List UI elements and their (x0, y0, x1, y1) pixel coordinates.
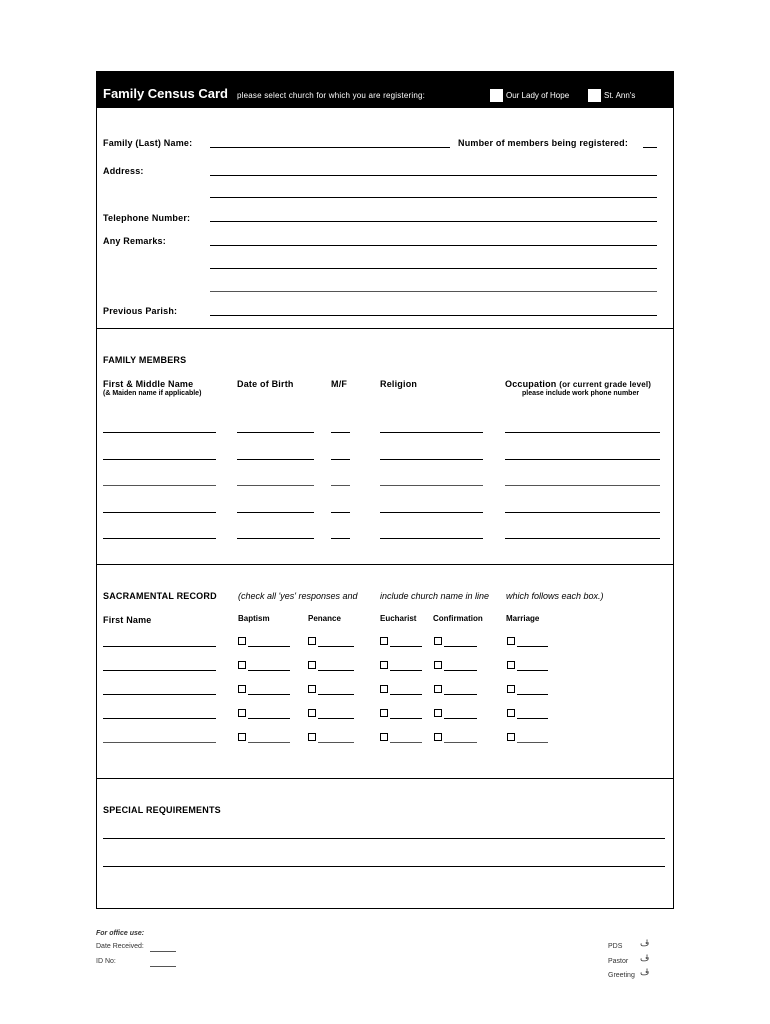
penance-checkbox[interactable] (308, 685, 316, 693)
confirmation-church-field[interactable] (444, 670, 477, 671)
id-no-label: ID No: (96, 958, 116, 965)
eucharist-checkbox[interactable] (380, 685, 388, 693)
confirmation-church-field[interactable] (444, 646, 477, 647)
pds-label: PDS (608, 943, 623, 950)
marriage-church-field[interactable] (517, 646, 548, 647)
special-requirements-line-2[interactable] (103, 866, 665, 867)
col-mf-header: M/F (331, 379, 348, 389)
members-count-label: Number of members being registered: (458, 138, 629, 148)
sacramental-note-2: include church name in line (380, 591, 490, 601)
col-name-header: First & Middle Name (103, 379, 194, 389)
member-name-field[interactable] (103, 459, 216, 460)
member-dob-field[interactable] (237, 538, 314, 539)
member-occupation-field[interactable] (505, 538, 660, 539)
greeting-label: Greeting (608, 972, 635, 979)
confirmation-checkbox[interactable] (434, 709, 442, 717)
church-checkbox-our-lady-of-hope[interactable] (490, 89, 503, 102)
church-option-our-lady-of-hope: Our Lady of Hope (506, 91, 570, 100)
penance-church-field[interactable] (318, 670, 354, 671)
member-mf-field[interactable] (331, 432, 350, 433)
member-mf-field[interactable] (331, 538, 350, 539)
penance-church-field[interactable] (318, 742, 354, 743)
section-divider (96, 564, 674, 565)
pds-checkbox-icon[interactable]: ڤ (640, 938, 650, 948)
member-occupation-field[interactable] (505, 512, 660, 513)
sacrament-first-name-field[interactable] (103, 742, 216, 743)
confirmation-church-field[interactable] (444, 742, 477, 743)
member-dob-field[interactable] (237, 485, 314, 486)
sacrament-first-name-field[interactable] (103, 694, 216, 695)
penance-church-field[interactable] (318, 646, 354, 647)
sacramental-record-title: SACRAMENTAL RECORD (103, 591, 217, 601)
member-name-field[interactable] (103, 512, 216, 513)
section-divider (96, 778, 674, 779)
sacramental-note-3: which follows each box.) (506, 591, 604, 601)
marriage-church-field[interactable] (517, 718, 548, 719)
church-checkbox-st-anns[interactable] (588, 89, 601, 102)
marriage-checkbox[interactable] (507, 637, 515, 645)
address-field-line-1[interactable] (210, 175, 657, 176)
col-baptism-header: Baptism (238, 614, 270, 623)
col-occupation-note: (or current grade level) (559, 380, 652, 389)
family-name-field[interactable] (210, 147, 450, 148)
date-received-field[interactable] (150, 951, 176, 952)
penance-church-field[interactable] (318, 694, 354, 695)
eucharist-church-field[interactable] (390, 718, 422, 719)
confirmation-checkbox[interactable] (434, 637, 442, 645)
marriage-church-field[interactable] (517, 742, 548, 743)
marriage-checkbox[interactable] (507, 685, 515, 693)
member-name-field[interactable] (103, 485, 216, 486)
member-name-field[interactable] (103, 538, 216, 539)
eucharist-checkbox[interactable] (380, 709, 388, 717)
telephone-field[interactable] (210, 221, 657, 222)
remarks-field-line-3[interactable] (210, 291, 657, 292)
eucharist-church-field[interactable] (390, 742, 422, 743)
section-divider (96, 328, 674, 329)
col-occupation-header (505, 379, 651, 389)
penance-church-field[interactable] (318, 718, 354, 719)
eucharist-checkbox[interactable] (380, 661, 388, 669)
address-label: Address: (103, 166, 144, 176)
eucharist-church-field[interactable] (390, 670, 422, 671)
member-dob-field[interactable] (237, 512, 314, 513)
special-requirements-line-1[interactable] (103, 838, 665, 839)
col-name-note: (& Maiden name if applicable) (103, 390, 202, 397)
col-first-name-header: First Name (103, 615, 152, 625)
member-mf-field[interactable] (331, 485, 350, 486)
greeting-checkbox-icon[interactable]: ڤ (640, 967, 650, 977)
col-occupation-note-2: please include work phone number (522, 390, 640, 397)
sacramental-note-1: (check all 'yes' responses and (238, 591, 358, 601)
special-requirements-title: SPECIAL REQUIREMENTS (103, 805, 221, 815)
marriage-church-field[interactable] (517, 670, 548, 671)
baptism-church-field[interactable] (248, 646, 290, 647)
pastor-label: Pastor (608, 958, 629, 965)
member-dob-field[interactable] (237, 432, 314, 433)
baptism-church-field[interactable] (248, 742, 290, 743)
date-received-label: Date Received: (96, 943, 144, 950)
confirmation-checkbox[interactable] (434, 733, 442, 741)
baptism-checkbox[interactable] (238, 733, 246, 741)
id-no-field[interactable] (150, 966, 176, 967)
previous-parish-label: Previous Parish: (103, 306, 178, 316)
baptism-checkbox[interactable] (238, 709, 246, 717)
col-religion-header: Religion (380, 379, 418, 389)
family-members-title: FAMILY MEMBERS (103, 355, 187, 365)
penance-checkbox[interactable] (308, 709, 316, 717)
baptism-church-field[interactable] (248, 718, 290, 719)
church-select-prompt: please select church for which you are registering: (237, 91, 426, 100)
baptism-checkbox[interactable] (238, 685, 246, 693)
members-count-field[interactable] (643, 147, 657, 148)
member-occupation-field[interactable] (505, 485, 660, 486)
eucharist-church-field[interactable] (390, 694, 422, 695)
confirmation-checkbox[interactable] (434, 661, 442, 669)
baptism-checkbox[interactable] (238, 637, 246, 645)
eucharist-checkbox[interactable] (380, 637, 388, 645)
col-dob-header: Date of Birth (237, 379, 294, 389)
sacrament-first-name-field[interactable] (103, 718, 216, 719)
eucharist-church-field[interactable] (390, 646, 422, 647)
member-religion-field[interactable] (380, 459, 483, 460)
remarks-field-line-2[interactable] (210, 268, 657, 269)
pastor-checkbox-icon[interactable]: ڤ (640, 953, 650, 963)
card-title: Family Census Card (103, 86, 228, 101)
col-occupation-label: Occupation (505, 379, 557, 389)
member-occupation-field[interactable] (505, 459, 660, 460)
eucharist-checkbox[interactable] (380, 733, 388, 741)
baptism-church-field[interactable] (248, 694, 290, 695)
member-dob-field[interactable] (237, 459, 314, 460)
confirmation-checkbox[interactable] (434, 685, 442, 693)
col-confirmation-header: Confirmation (433, 614, 483, 623)
baptism-checkbox[interactable] (238, 661, 246, 669)
confirmation-church-field[interactable] (444, 718, 477, 719)
marriage-checkbox[interactable] (507, 661, 515, 669)
member-occupation-field[interactable] (505, 432, 660, 433)
confirmation-church-field[interactable] (444, 694, 477, 695)
telephone-label: Telephone Number: (103, 213, 191, 223)
family-name-label: Family (Last) Name: (103, 138, 193, 148)
col-eucharist-header: Eucharist (380, 614, 417, 623)
marriage-church-field[interactable] (517, 694, 548, 695)
member-religion-field[interactable] (380, 512, 483, 513)
office-use-title: For office use: (96, 930, 145, 937)
col-marriage-header: Marriage (506, 614, 540, 623)
member-religion-field[interactable] (380, 485, 483, 486)
sacrament-first-name-field[interactable] (103, 646, 216, 647)
penance-checkbox[interactable] (308, 637, 316, 645)
marriage-checkbox[interactable] (507, 709, 515, 717)
sacrament-first-name-field[interactable] (103, 670, 216, 671)
member-mf-field[interactable] (331, 459, 350, 460)
remarks-field-line-1[interactable] (210, 245, 657, 246)
col-penance-header: Penance (308, 614, 341, 623)
penance-checkbox[interactable] (308, 733, 316, 741)
member-mf-field[interactable] (331, 512, 350, 513)
address-field-line-2[interactable] (210, 197, 657, 198)
previous-parish-field[interactable] (210, 315, 657, 316)
member-religion-field[interactable] (380, 432, 483, 433)
penance-checkbox[interactable] (308, 661, 316, 669)
remarks-label: Any Remarks: (103, 236, 166, 246)
marriage-checkbox[interactable] (507, 733, 515, 741)
member-religion-field[interactable] (380, 538, 483, 539)
baptism-church-field[interactable] (248, 670, 290, 671)
member-name-field[interactable] (103, 432, 216, 433)
church-option-st-anns: St. Ann's (604, 91, 636, 100)
